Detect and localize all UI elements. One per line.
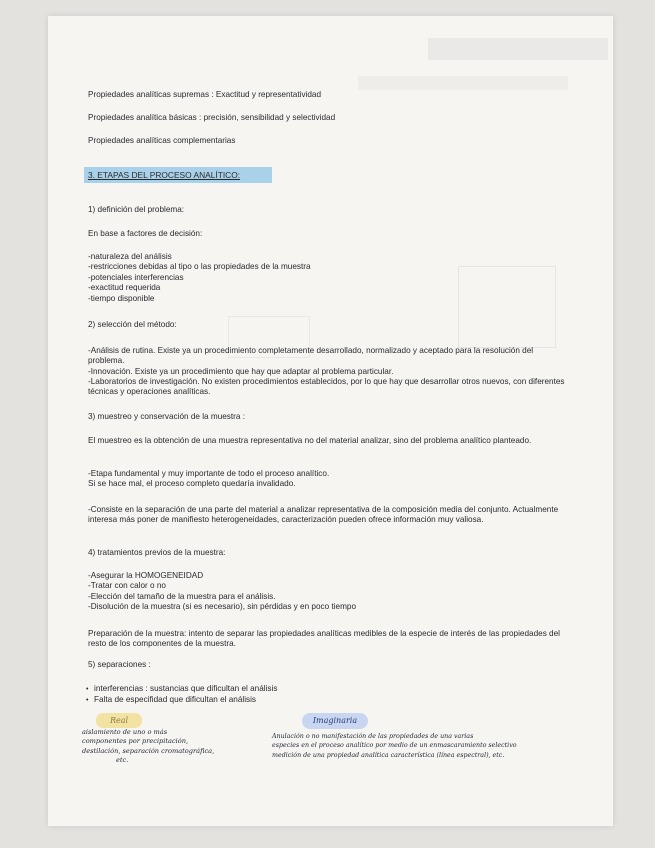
bleed-through-block: [358, 76, 568, 90]
list-item: -naturaleza del análisis: [88, 252, 172, 261]
step3-separation: -Consiste en la separación de una parte del material a analizar representativa de la composición media del conjunto. Actualmente interesa más poner de manifiesto heterogeneidades, caracterización pueden ofrece información muy valiosa.: [88, 505, 559, 525]
list-item: • Falta de especifidad que dificultan el análisis: [86, 695, 277, 706]
real-description: aislamiento de uno o más componentes por precipitación, destilación, separación cromatográfica, etc.: [82, 728, 215, 765]
document-page: [48, 16, 613, 826]
step2-routine: -Análisis de rutina. Existe ya un procedimiento completamente desarrollado, normalizado y aceptado para la resolución del problema.: [88, 346, 534, 366]
step2-research: -Laboratorios de investigación. No existen procedimientos establecidos, por lo que hay que desarrollar otros nuevos, con diferentes técnicas y operaciones analíticas.: [88, 377, 565, 397]
step1-intro: En base a factores de decisión:: [88, 229, 203, 238]
list-item: -potenciales interferencias: [88, 272, 184, 282]
pretreatment-list: [88, 571, 356, 613]
step2-innovation: -Innovación. Existe ya un procedimiento que hay que adaptar al problema particular.: [88, 367, 394, 376]
decision-factors-list: [88, 252, 311, 304]
list-item: -exactitud requerida: [88, 283, 161, 293]
list-item: -restricciones debidas al tipo o las propiedades de la muestra: [88, 262, 311, 272]
bleed-through-heading: [428, 38, 608, 60]
list-item: • interferencias : sustancias que dificultan el análisis: [86, 684, 277, 695]
real-label: Real: [96, 713, 142, 728]
supreme-properties-line: Propiedades analíticas supremas : Exactitud y representatividad: [88, 90, 322, 99]
sample-preparation: Preparación de la muestra: intento de separar las propiedades analíticas medibles de la especie de interés de las propiedades del resto de los componentes de la muestra.: [88, 629, 560, 649]
list-item: -Disolución de la muestra (si es necesario), sin pérdidas y en poco tiempo: [88, 602, 357, 612]
step2-title: 2) selección del método:: [88, 320, 177, 329]
list-item: -Tratar con calor o no: [88, 581, 166, 591]
section-header: 3. ETAPAS DEL PROCESO ANALÍTICO:: [84, 167, 272, 183]
list-item: -Asegurar la HOMOGENEIDAD: [88, 571, 204, 580]
step5-title: 5) separaciones :: [88, 660, 151, 669]
step3-invalid: Si se hace mal, el proceso completo quedaría invalidado.: [88, 479, 296, 488]
list-item: -Elección del tamaño de la muestra para el análisis.: [88, 591, 276, 601]
bleed-through-box: [458, 266, 556, 348]
step3-fundamental: -Etapa fundamental y muy importante de todo el proceso analítico.: [88, 469, 330, 478]
step4-title: 4) tratamientos previos de la muestra:: [88, 548, 226, 557]
separations-list: [86, 684, 277, 707]
imaginaria-description: Anulación o no manifestación de las propiedades de una varias especies en el proceso analítico por medio de un enmascaramiento selectivo medición de una propiedad analítica característica (línea espectral), etc.: [272, 733, 517, 759]
step1-title: 1) definición del problema:: [88, 205, 185, 214]
list-item: -tiempo disponible: [88, 293, 155, 303]
imaginaria-label: Imaginaria: [302, 713, 368, 729]
basic-properties-line: Propiedades analítica básicas : precisión, sensibilidad y selectividad: [88, 113, 336, 122]
step3-definition: El muestreo es la obtención de una muestra representativa no del material analizar, sino del problema analítico planteado.: [88, 436, 532, 445]
complementary-properties-line: Propiedades analíticas complementarias: [88, 136, 236, 145]
step3-title: 3) muestreo y conservación de la muestra :: [88, 412, 245, 421]
